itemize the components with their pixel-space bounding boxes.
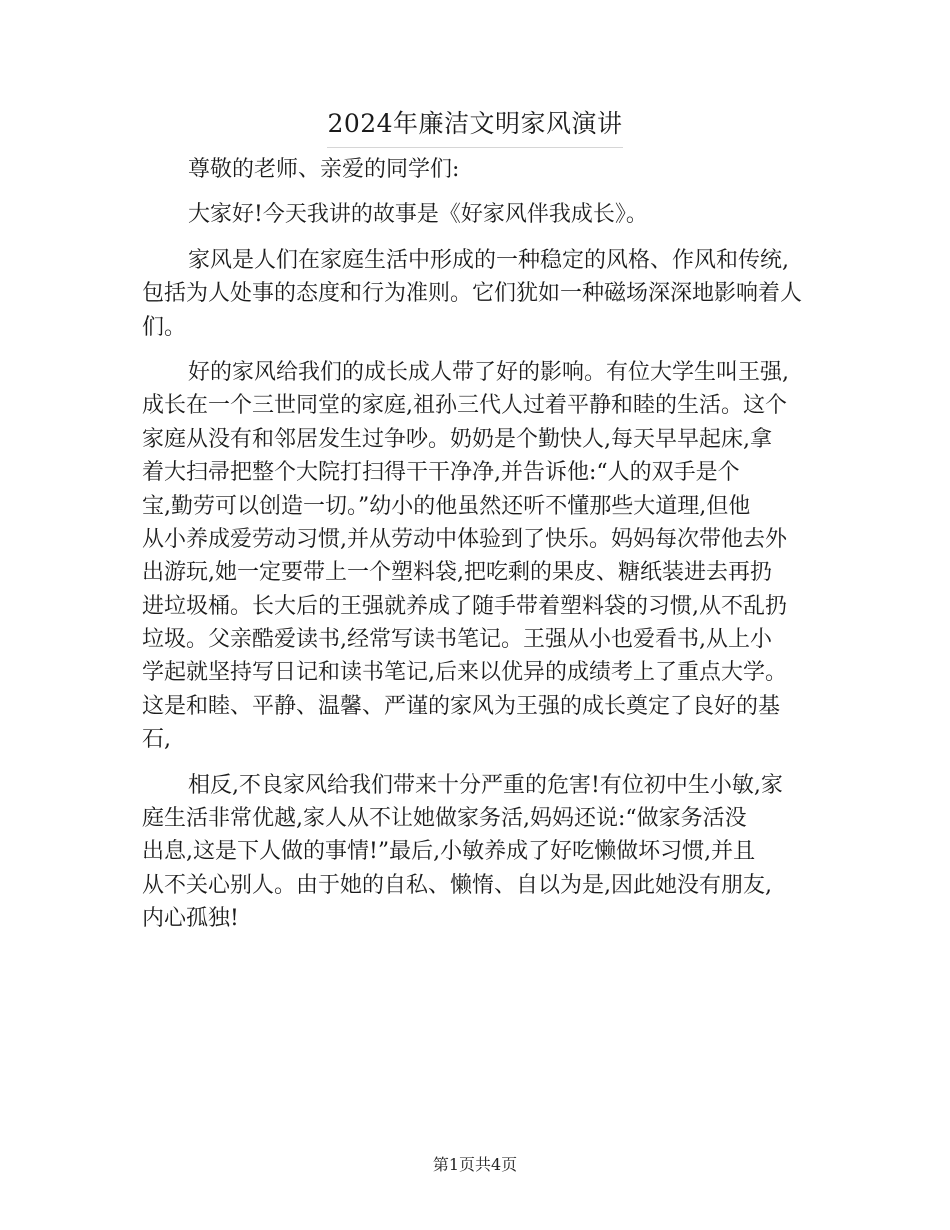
title-container [0, 104, 950, 148]
text-line: 出游玩,她一定要带上一个塑料袋,把吃剩的果皮、糖纸装进去再扔 [142, 560, 772, 586]
text-line: 着大扫帚把整个大院打扫得干干净净,并告诉他:“人的双手是个 [142, 460, 740, 486]
paragraph-good-example [142, 356, 812, 757]
text-line: 家风是人们在家庭生活中形成的一种稳定的风格、作风和传统, [188, 247, 789, 273]
paragraph-definition [142, 244, 812, 344]
text-line: 从小养成爱劳动习惯,并从劳动中体验到了快乐。妈妈每次带他去外 [142, 526, 787, 552]
document-title: 2024年廉洁文明家风演讲 [327, 104, 622, 148]
text-line: 进垃圾桶。长大后的王强就养成了随手带着塑料袋的习惯,从不乱扔 [142, 593, 787, 619]
paragraph-greeting [142, 153, 812, 186]
text-line: 这是和睦、平静、温馨、严谨的家风为王强的成长奠定了良好的基 [142, 693, 781, 719]
text-line: 好的家风给我们的成长成人带了好的影响。有位大学生叫王强, [188, 359, 789, 385]
text-line: 石, [142, 727, 171, 753]
text-line: 庭生活非常优越,家人从不让她做家务活,妈妈还说:“做家务活没 [142, 806, 747, 832]
text-line: 们。 [142, 314, 187, 340]
text-line: 内心孤独! [142, 906, 239, 932]
text-line: 尊敬的老师、亲爱的同学们: [188, 157, 460, 182]
text-line: 从不关心别人。由于她的自私、懒惰、自以为是,因此她没有朋友, [142, 872, 772, 898]
text-line: 家庭从没有和邻居发生过争吵。奶奶是个勤快人,每天早早起床,拿 [142, 426, 772, 452]
text-line: 成长在一个三世同堂的家庭,祖孙三代人过着平静和睦的生活。这个 [142, 393, 787, 419]
text-line: 垃圾。父亲酷爱读书,经常写读书笔记。王强从小也爱看书,从上小 [142, 627, 772, 653]
paragraph-intro [142, 198, 812, 231]
document-body [142, 153, 812, 936]
text-line: 大家好!今天我讲的故事是《好家风伴我成长》。 [188, 202, 648, 228]
text-line: 包括为人处事的态度和行为准则。它们犹如一种磁场深深地影响着人 [142, 281, 803, 307]
page-footer: 第1页共4页 [432, 1155, 518, 1174]
text-line: 相反,不良家风给我们带来十分严重的危害!有位初中生小敏,家 [188, 772, 783, 798]
text-line: 宝,勤劳可以创造一切。”幼小的他虽然还听不懂那些大道理,但他 [142, 493, 751, 519]
text-line: 出息,这是下人做的事情!”最后,小敏养成了好吃懒做坏习惯,并且 [142, 839, 756, 865]
paragraph-bad-example [142, 769, 812, 936]
text-line: 学起就坚持写日记和读书笔记,后来以优异的成绩考上了重点大学。 [142, 660, 787, 686]
